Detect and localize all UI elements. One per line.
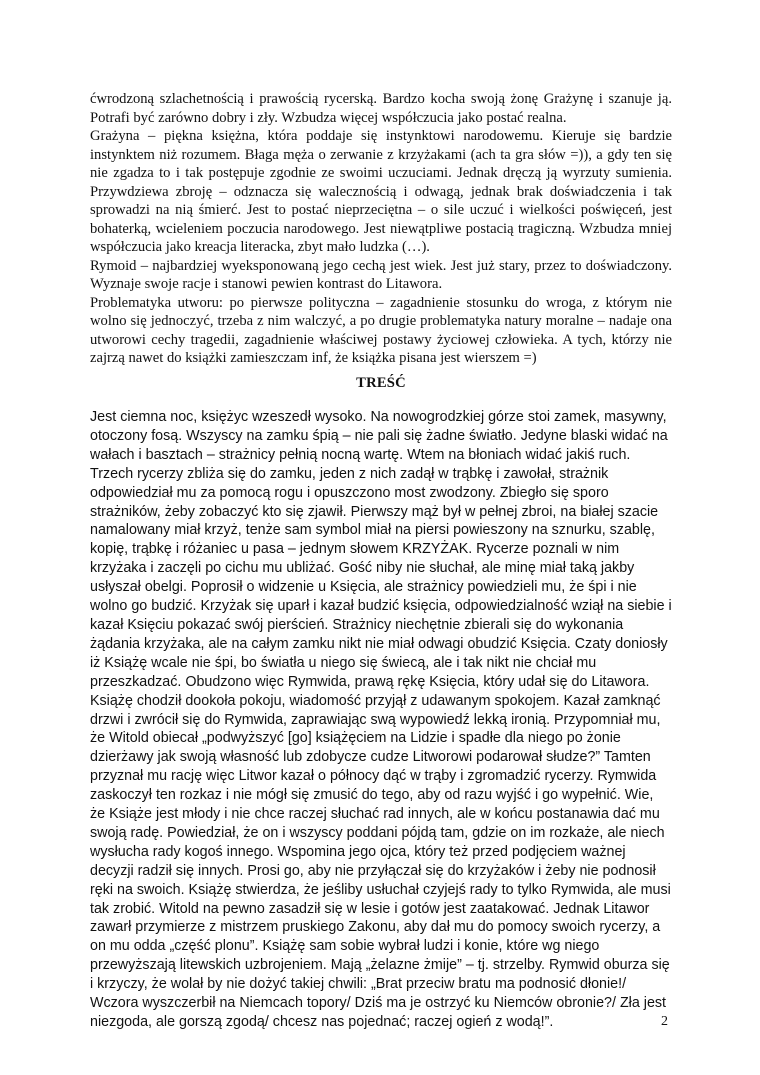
paragraph-grazyna: Grażyna – piękna księżna, która poddaje się instynktowi narodowemu. Kieruje się bardzie instynktem niż rozumem. Błaga męża o zerwanie z krzyżakami (ach ta gra słów =)), a gdy ten się nie zgadza to i tak postępuje zgodnie ze swoimi uczuciami. Jednak dręczą ją wyrzuty sumienia. Przywdziewa zbroję – odznacza się walecznością i odwagą, jednak brak doświadczenia i tak sprowadzi na nią śmierć. Jest to postać nieprzeciętna – o sile uczuć i wielkości poświęceń, jest bohaterką, wcieleniem poczucia narodowego. Jest niewątpliwe postacią tragiczną. Wzbudza mniej współczucia jako kreacja literacka, zbyt mało ludzka (…). xyxy=(90,128,672,255)
summary-text xyxy=(90,408,672,1032)
paragraph-problematyka: Problematyka utworu: po pierwsze polityczna – zagadnienie stosunku do wroga, z którym nie wolno się jednoczyć, trzeba z nim walczyć, a po drugie problematyka natury moralne – nadaje ona utworowi cechy tragedii, zagadnienie właściwej postawy życiowej człowieka. A tych, którzy nie zajrzą nawet do książki zamieszczam inf, że książka pisana jest wierszem =) xyxy=(90,294,672,366)
summary-paragraph: Jest ciemna noc, księżyc wzeszedł wysoko. Na nowogrodzkiej górze stoi zamek, masywny, otoczony fosą. Wszyscy na zamku śpią – nie pali się żadne światło. Jedyne blaski widać na wałach i basztach – strażnicy pełnią nocną wartę. Wtem na błoniach widać jakiś ruch. Trzech rycerzy zbliża się do zamku, jeden z nich zadął w trąbkę i zawołał, strażnik odpowiedział mu za pomocą rogu i opuszczono most zwodzony. Zbiegło się sporo strażników, żeby zobaczyć kto się zjawił. Pierwszy mąż był w pełnej zbroi, na białej szacie namalowany miał krzyż, tenże sam symbol miał na piersi powieszony na sznurku, szablę, kopię, trąbkę i różaniec u pasa – jednym słowem KRZYŻAK. Rycerze poznali w nim krzyżaka i zaczęli po cichu mu ubliżać. Gość niby nie słuchał, ale minę miał taką jakby usłyszał obelgi. Poprosił o widzenie u Księcia, ale strażnicy powiedzieli mu, że śpi i nie wolno go budzić. Krzyżak się uparł i kazał budzić księcia, odpowiedzialność wziął na siebie i kazał Księciu pokazać swój pierścień. Strażnicy niechętnie zbierali się do wykonania żądania krzyżaka, ale na całym zamku nikt nie miał odwagi obudzić Księcia. Czaty doniosły iż Książę wcale nie śpi, bo światła u niego się świecą, ale i tak nikt nie chciał mu przeszkadzać. Obudzono więc Rymwida, prawą rękę Księcia, który udał się do Litawora. Książę chodził dookoła pokoju, wiadomość przyjął z udawanym spokojem. Kazał zamknąć drzwi i zwrócił się do Rymwida, zaprawiając swą wypowiedź lekką ironią. Przypomniał mu, że Witold obiecał „podwyższyć [go] książęciem na Lidzie i spadłe dla niego po żonie dzierżawy jak swoją własność lub zdobycze cudze Litworowi podarował słudze?” Tamten przyznał mu rację więc Litwor kazał o północy dąć w trąby i zgromadzić rycerzy. Rymwida zaskoczył ten rozkaz i nie mógł się zmusić do tego, aby od razu wyjść i go wypełnić. Wie, że Książe jest młody i nie chce raczej słuchać rad innych, ale w końcu postanawia dać mu swoją radę. Powiedział, że on i wszyscy poddani pójdą tam, gdzie on im rozkaże, ale niech wysłucha rady kogoś innego. Wspomina jego ojca, który też przed podjęciem ważnej decyzji radził się innych. Prosi go, aby nie przyłączał się do krzyżaków i żeby nie podnosił ręki na swoich. Książę stwierdza, że jeśliby usłuchał czyjejś rady to tylko Rymwida, ale musi tak zrobić. Witold na pewno zasadził się w lesie i gotów jest zaatakować. Jednak Litawor zawarł przymierze z mistrzem pruskiego Zakonu, aby dał mu do pomocy swoich rycerzy, a on mu odda „część plonu”. Książę sam sobie wybrał ludzi i konie, które wg niego przewyższają litewskich uzbrojeniem. Mają „żelazne żmije” – tj. strzelby. Rymwid oburza się i krzyczy, że wolał by nie dożyć takiej chwili: „Brat przeciw bratu ma podnosić dłonie!/ Wczora wyszczerbił na Niemcach topory/ Dziś ma je ostrzyć ku Niemców obronie?/ Zła jest niezgoda, ale gorszą zgodą/ chcesz nas pojednać; raczej ogień z wodą!”. xyxy=(90,409,672,1030)
section-heading: TREŚĆ xyxy=(356,375,406,391)
page-number: 2 xyxy=(661,1014,668,1029)
paragraph-litawor-end: ćwrodzoną szlachetnością i prawością rycerską. Bardzo kocha swoją żonę Grażynę i szanuje ją. Potrafi być zarówno dobry i zły. Wzbudza więcej współczucia jako postać realna. xyxy=(90,91,672,126)
paragraph-rymwid: Rymoid – najbardziej wyeksponowaną jego cechą jest wiek. Jest już stary, przez to doświadczony. Wyznaje swoje racje i stanowi pewien kontrast do Litawora. xyxy=(90,257,672,292)
intro-text xyxy=(90,90,672,368)
